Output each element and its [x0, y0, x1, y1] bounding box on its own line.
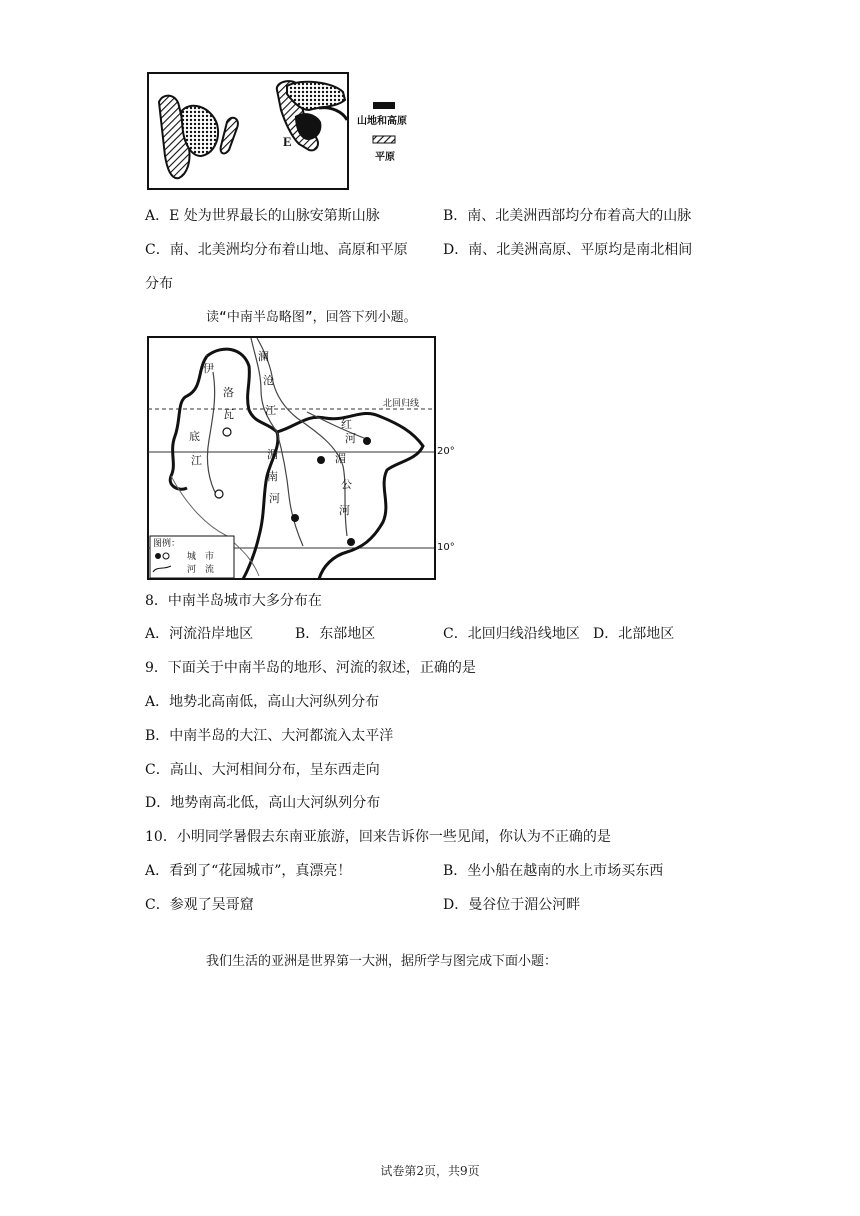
q7-option-a: A．E 处为世界最长的山脉安第斯山脉	[145, 208, 380, 224]
q8-option-b: B．东部地区	[295, 626, 376, 642]
river-char: 河	[339, 504, 350, 517]
q9-stem: 9．下面关于中南半岛的地形、河流的叙述，正确的是	[145, 660, 476, 676]
river-char: 河	[269, 492, 280, 505]
americas-terrain-figure	[145, 70, 435, 194]
page-footer: 试卷第2页，共9页	[380, 1164, 480, 1178]
river-char: 红	[341, 418, 352, 431]
tropic-label: 北回归线	[383, 399, 420, 409]
river-char: 伊	[203, 362, 214, 375]
q9-option-b: B．中南半岛的大江、大河都流入太平洋	[145, 728, 394, 744]
river-char: 河	[345, 432, 356, 445]
q9-option-a: A．地势北高南低，高山大河纵列分布	[145, 694, 380, 710]
river-char: 瓦	[223, 408, 234, 421]
river-char: 底	[189, 430, 200, 443]
q8-option-a: A．河流沿岸地区	[145, 626, 254, 642]
q7-option-b: B．南、北美洲西部均分布着高大的山脉	[443, 208, 692, 224]
river-char: 沧	[263, 374, 274, 387]
river-char: 澜	[258, 350, 269, 363]
river-char: 南	[267, 470, 278, 483]
q10-option-a: A．看到了“花园城市”，真漂亮！	[145, 863, 352, 879]
q10-option-b: B．坐小船在越南的水上市场买东西	[443, 863, 664, 879]
q8-stem: 8．中南半岛城市大多分布在	[145, 593, 322, 609]
lat-10-label: 10°	[437, 542, 455, 553]
q7-option-d: D．南、北美洲高原、平原均是南北相间	[443, 242, 693, 258]
map-legend-river: 河 流	[187, 565, 215, 575]
q8-option-d: D．北部地区	[593, 626, 675, 642]
indochina-intro: 读“中南半岛略图”，回答下列小题。	[206, 310, 417, 325]
legend-plain-label: 平原	[375, 152, 395, 163]
q10-option-c: C．参观了吴哥窟	[145, 897, 254, 913]
indochina-map	[147, 336, 465, 582]
q9-option-d: D．地势南高北低，高山大河纵列分布	[145, 795, 381, 811]
q10-option-d: D．曼谷位于湄公河畔	[443, 897, 581, 913]
river-char: 公	[341, 478, 352, 491]
q9-option-c: C．高山、大河相间分布，呈东西走向	[145, 762, 380, 778]
q10-stem: 10．小明同学暑假去东南亚旅游，回来告诉你一些见闻，你认为不正确的是	[145, 829, 611, 845]
legend-mountain-label: 山地和高原	[357, 116, 407, 127]
river-char: 江	[191, 454, 202, 467]
q7-option-d-continued: 分布	[145, 276, 173, 292]
river-char: 洛	[223, 386, 234, 399]
river-char: 湄	[267, 448, 278, 461]
map-legend-city: 城 市	[187, 552, 215, 562]
q8-option-c: C．北回归线沿线地区	[443, 626, 580, 642]
q7-option-c: C．南、北美洲均分布着山地、高原和平原	[145, 242, 408, 258]
point-e-label: E	[283, 134, 292, 149]
asia-intro: 我们生活的亚洲是世界第一大洲，据所学与图完成下面小题：	[206, 954, 558, 969]
map-legend-title: 图例：	[153, 539, 181, 549]
lat-20-label: 20°	[437, 446, 455, 457]
river-char: 湄	[335, 452, 346, 465]
river-char: 江	[265, 404, 276, 417]
